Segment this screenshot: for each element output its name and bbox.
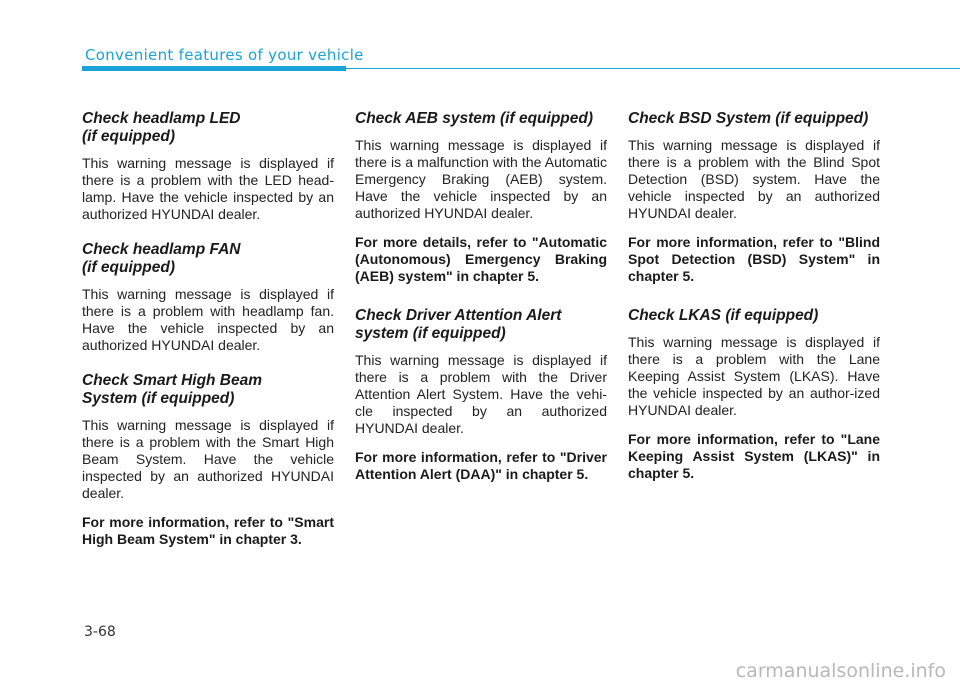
section-heading: Check headlamp FAN (if equipped) — [82, 241, 241, 276]
section-headlamp-led — [82, 110, 334, 223]
column-3 — [628, 110, 880, 500]
section-smart-high-beam — [82, 372, 334, 548]
section-reference: For more information, refer to "Blind Spot Detection (BSD) System" in chapter 5. — [628, 234, 880, 284]
column-2 — [355, 110, 607, 501]
section-reference: For more information, refer to "Lane Keeping Assist System (LKAS)" in chapter 5. — [628, 431, 880, 481]
section-heading: Check Driver Attention Alert system (if equipped) — [355, 307, 562, 342]
section-body: This warning message is displayed if there is a problem with the Blind Spot Detection (BSD) system. Have the vehicle inspected by an authorized HYUNDAI dealer. — [628, 137, 880, 221]
watermark: carmanualsonline.info — [735, 660, 946, 682]
section-aeb-system — [355, 110, 607, 285]
section-heading: Check LKAS (if equipped) — [628, 307, 819, 324]
section-heading: Check Smart High Beam System (if equipped) — [82, 372, 263, 407]
column-1 — [82, 110, 334, 566]
section-heading: Check BSD System (if equipped) — [628, 110, 869, 127]
page-number: 3-68 — [84, 624, 116, 640]
section-lkas — [628, 307, 880, 482]
section-body: This warning message is displayed if there is a problem with the Smart High Beam System. Have the vehicle inspected by an authorized HYUNDAI dealer. — [82, 417, 334, 501]
section-body: This warning message is displayed if there is a problem with the Lane Keeping Assist System (LKAS). Have the vehicle inspected by an author-ized HYUNDAI dealer. — [628, 334, 880, 418]
section-reference: For more information, refer to "Smart High Beam System" in chapter 3. — [82, 514, 334, 547]
section-heading: Check AEB system (if equipped) — [355, 110, 594, 127]
section-reference: For more details, refer to "Automatic (Autonomous) Emergency Braking (AEB) system" in chapter 5. — [355, 234, 607, 284]
section-driver-attention-alert — [355, 307, 607, 483]
section-reference: For more information, refer to "Driver Attention Alert (DAA)" in chapter 5. — [355, 449, 607, 482]
section-headlamp-fan — [82, 241, 334, 354]
section-body: This warning message is displayed if there is a problem with headlamp fan. Have the vehicle inspected by an authorized HYUNDAI dealer. — [82, 286, 334, 353]
header-rule — [346, 68, 960, 69]
section-bsd-system — [628, 110, 880, 285]
section-body: This warning message is displayed if there is a problem with the LED head-lamp. Have the vehicle inspected by an authorized HYUNDAI dealer. — [82, 155, 334, 222]
section-heading: Check headlamp LED (if equipped) — [82, 110, 241, 145]
page-header-title: Convenient features of your vehicle — [85, 46, 364, 64]
section-body: This warning message is displayed if there is a problem with the Driver Attention Alert System. Have the vehi-cle inspected by an authorized HYUNDAI dealer. — [355, 352, 607, 436]
header-accent-bar — [82, 66, 346, 71]
section-body: This warning message is displayed if there is a malfunction with the Automatic Emergency Braking (AEB) system. Have the vehicle inspected by an authorized HYUNDAI dealer. — [355, 137, 607, 221]
